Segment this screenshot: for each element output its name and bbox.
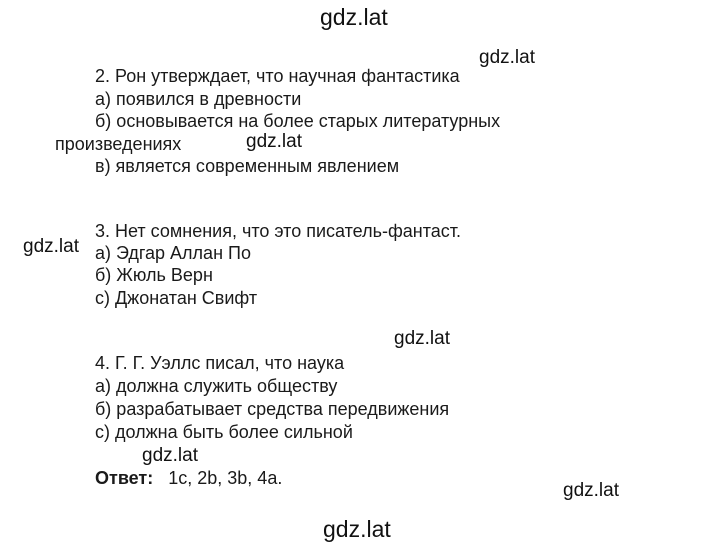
question-4-option-c: с) должна быть более сильной xyxy=(95,422,353,442)
question-4-option-b: б) разрабатывает средства передвижения xyxy=(95,399,450,419)
question-2-option-b: б) основывается на более старых литературных xyxy=(95,111,501,131)
question-4-option-a: а) должна служить обществу xyxy=(95,376,338,396)
question-2-option-a: а) появился в древности xyxy=(95,89,302,109)
question-2-option-b-cont: произведениях xyxy=(55,134,182,154)
question-3-option-c: с) Джонатан Свифт xyxy=(95,288,258,308)
watermark-top: gdz.lat xyxy=(320,4,388,30)
question-4-text: 4. Г. Г. Уэллс писал, что наука xyxy=(95,353,345,373)
watermark-q2-mid: gdz.lat xyxy=(246,131,302,152)
question-3-option-b: б) Жюль Верн xyxy=(95,265,213,285)
answer-line xyxy=(95,467,282,489)
watermark-bottom: gdz.lat xyxy=(323,516,391,542)
watermark-answer-left: gdz.lat xyxy=(142,445,198,466)
watermark-q3-left: gdz.lat xyxy=(23,236,79,257)
answer-label: Ответ: xyxy=(95,468,154,488)
watermark-q4-mid: gdz.lat xyxy=(394,328,450,349)
question-2-text: 2. Рон утверждает, что научная фантастика xyxy=(95,66,460,86)
question-3-text: 3. Нет сомнения, что это писатель-фантаст. xyxy=(95,221,462,241)
watermark-q2-right: gdz.lat xyxy=(479,47,535,68)
question-2-option-c: в) является современным явлением xyxy=(95,156,400,176)
question-3-option-a: а) Эдгар Аллан По xyxy=(95,243,251,263)
watermark-answer-right: gdz.lat xyxy=(563,480,619,501)
answer-value: 1c, 2b, 3b, 4a. xyxy=(168,468,283,488)
